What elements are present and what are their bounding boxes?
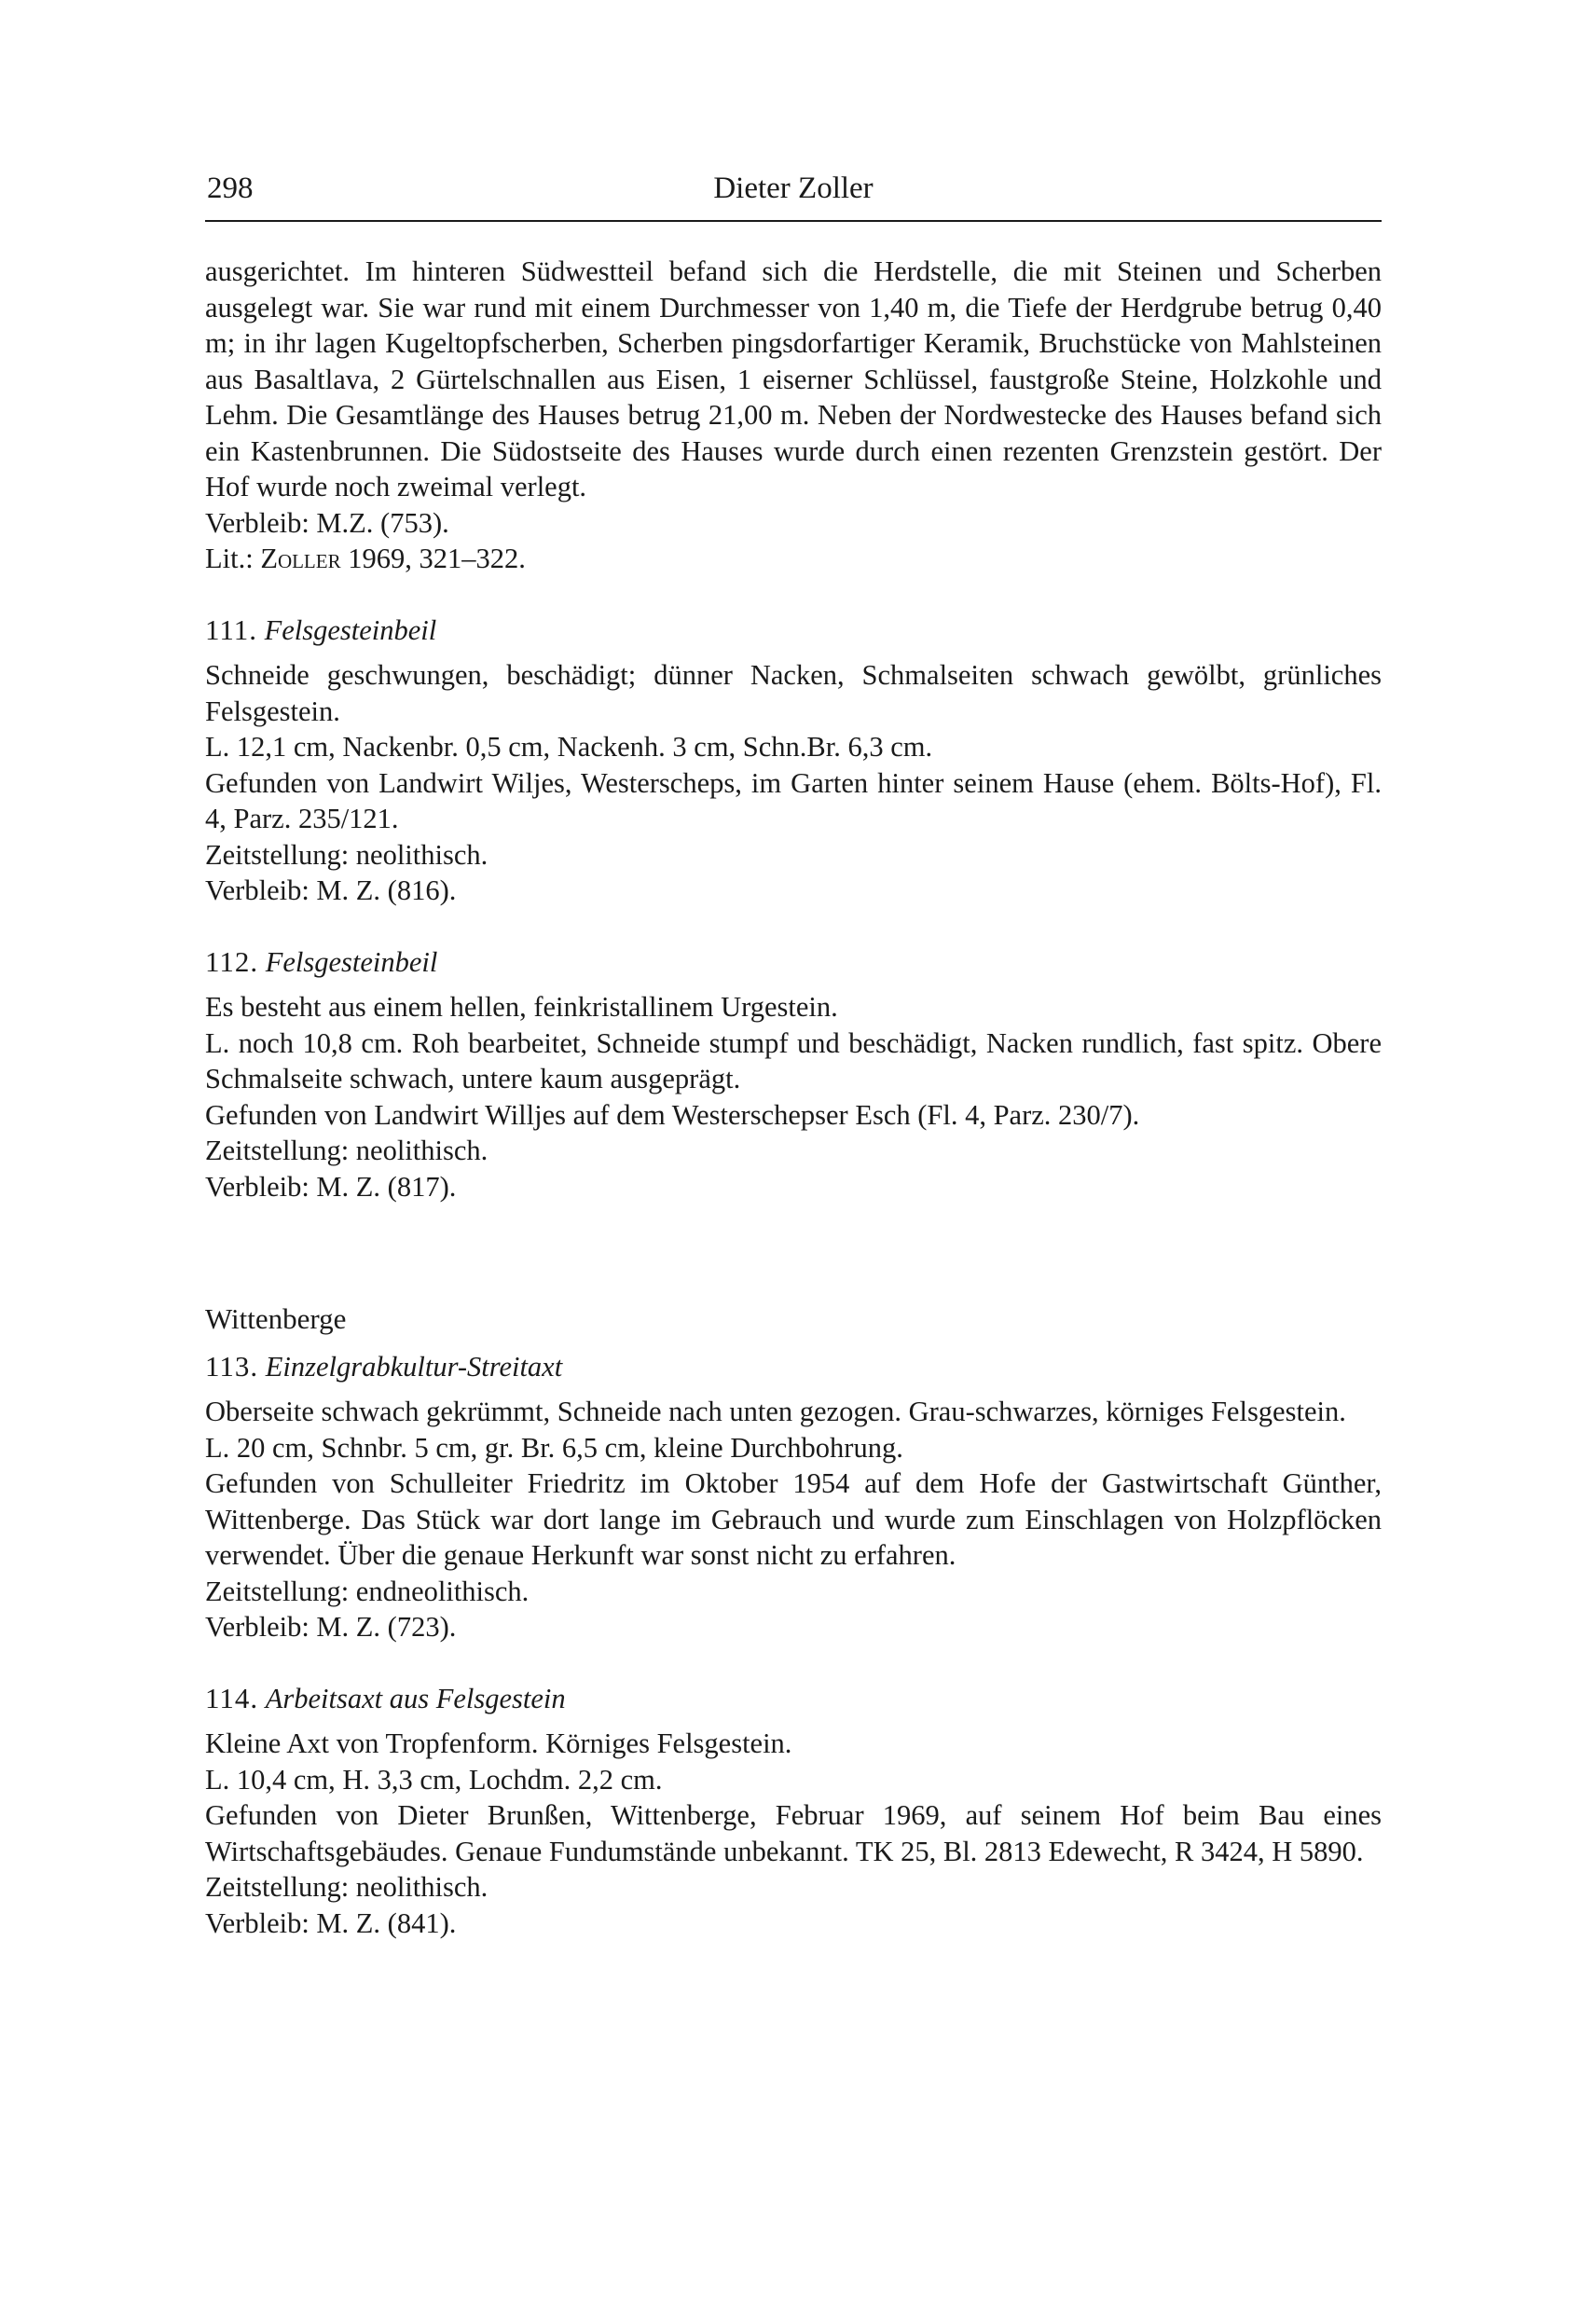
entry-measurements: L. 12,1 cm, Nackenbr. 0,5 cm, Nackenh. 3 cm, Schn.Br. 6,3 cm. [205,731,933,763]
entry-measurements: L. noch 10,8 cm. Roh bearbeitet, Schneide stumpf und beschädigt, Nacken rundlich, fast spitz. Obere Schmalseite schwach, untere kaum ausgeprägt. [205,1026,1382,1094]
entry-description: Oberseite schwach gekrümmt, Schneide nach unten gezogen. Grau-schwarzes, körniges Felsgestein. [205,1396,1346,1427]
entry-description: Es besteht aus einem hellen, feinkristallinem Urgestein. [205,991,838,1023]
entry-description: Kleine Axt von Tropfenform. Körniges Felsgestein. [205,1727,792,1759]
literature-author: Zoller [260,543,341,574]
entry-dating: Zeitstellung: neolithisch. [205,1135,488,1166]
entry-dating: Zeitstellung: endneolithisch. [205,1575,530,1607]
catalog-entry-111 [205,612,1382,909]
entry-measurements: L. 20 cm, Schnbr. 5 cm, gr. Br. 6,5 cm, kleine Durchbohrung. [205,1431,903,1464]
section-heading: Wittenberge [205,1302,347,1335]
entry-title [205,944,1382,981]
entry-name: Arbeitsaxt aus Felsgestein [265,1682,566,1714]
entry-description: Schneide geschwungen, beschädigt; dünner Nacken, Schmalseiten schwach gewölbt, grünliches Felsgestein. [205,659,1382,727]
entry-name: Felsgesteinbeil [265,945,438,978]
intro-block [205,254,1382,577]
catalog-entry-112 [205,944,1382,1205]
entry-find: Gefunden von Schulleiter Friedritz im Oktober 1954 auf dem Hofe der Gastwirtschaft Günther, Wittenberge. Das Stück war dort lange im Gebrauch und wurde zum Einschlagen von Holzpflöcken verwendet. Über die genaue Herkunft war sonst nicht zu erfahren. [205,1467,1382,1571]
intro-paragraph: ausgerichtet. Im hinteren Südwestteil befand sich die Herdstelle, die mit Steinen und Scherben ausgelegt war. Sie war rund mit einem Durchmesser von 1,40 m, die Tiefe der Herdgrube betrug 0,40 m; in ihr lagen Kugeltopfscherben, Scherben pingsdorfartiger Keramik, Bruchstücke von Mahlsteinen aus Basaltlava, 2 Gürtelschnallen aus Eisen, 1 eiserner Schlüssel, faustgroße Steine, Holzkohle und Lehm. Die Gesamtlänge des Hauses betrug 21,00 m. Neben der Nordwestecke des Hauses befand sich ein Kastenbrunnen. Die Südostseite des Hauses wurde durch einen rezenten Grenzstein gestört. Der Hof wurde noch zweimal verlegt. [205,255,1382,502]
literature-reference: 1969, 321–322. [340,543,526,574]
entry-location: Verbleib: M. Z. (723). [205,1611,457,1643]
page-header [205,168,1382,222]
intro-verbleib: Verbleib: M.Z. (753). [205,506,449,539]
entry-dating: Zeitstellung: neolithisch. [205,1871,488,1903]
entry-location: Verbleib: M. Z. (817). [205,1170,457,1203]
running-title: Dieter Zoller [713,172,874,205]
entry-find: Gefunden von Landwirt Willjes auf dem Westerschepser Esch (Fl. 4, Parz. 230/7). [205,1098,1140,1131]
entry-number: 111. [205,612,257,646]
page-number: 298 [207,172,254,205]
entry-measurements: L. 10,4 cm, H. 3,3 cm, Lochdm. 2,2 cm. [205,1763,663,1796]
entry-title [205,612,1382,649]
entry-title [205,1349,1382,1385]
entry-find: Gefunden von Landwirt Wiljes, Westerscheps, im Garten hinter seinem Hause (ehem. Bölts-Hof), Fl. 4, Parz. 235/121. [205,766,1382,834]
entry-title [205,1681,1382,1717]
catalog-entry-114 [205,1681,1382,1942]
entry-dating: Zeitstellung: neolithisch. [205,838,488,871]
literature-prefix: Lit.: [205,543,261,574]
entry-number: 113. [205,1349,259,1383]
entry-name: Einzelgrabkultur-Streitaxt [265,1350,563,1383]
catalog-entry-113 [205,1349,1382,1645]
entry-find: Gefunden von Dieter Brunßen, Wittenberge, Februar 1969, auf seinem Hof beim Bau eines Wirtschaftsgebäudes. Genaue Fundumstände unbekannt. TK 25, Bl. 2813 Edewecht, R 3424, H 5890. [205,1799,1382,1867]
entry-location: Verbleib: M. Z. (841). [205,1906,457,1939]
entry-number: 114. [205,1681,259,1714]
page-body [205,254,1382,1941]
intro-literature [205,541,1382,577]
entry-name: Felsgesteinbeil [264,613,437,646]
entry-number: 112. [205,944,259,978]
entry-location: Verbleib: M. Z. (816). [205,874,457,906]
